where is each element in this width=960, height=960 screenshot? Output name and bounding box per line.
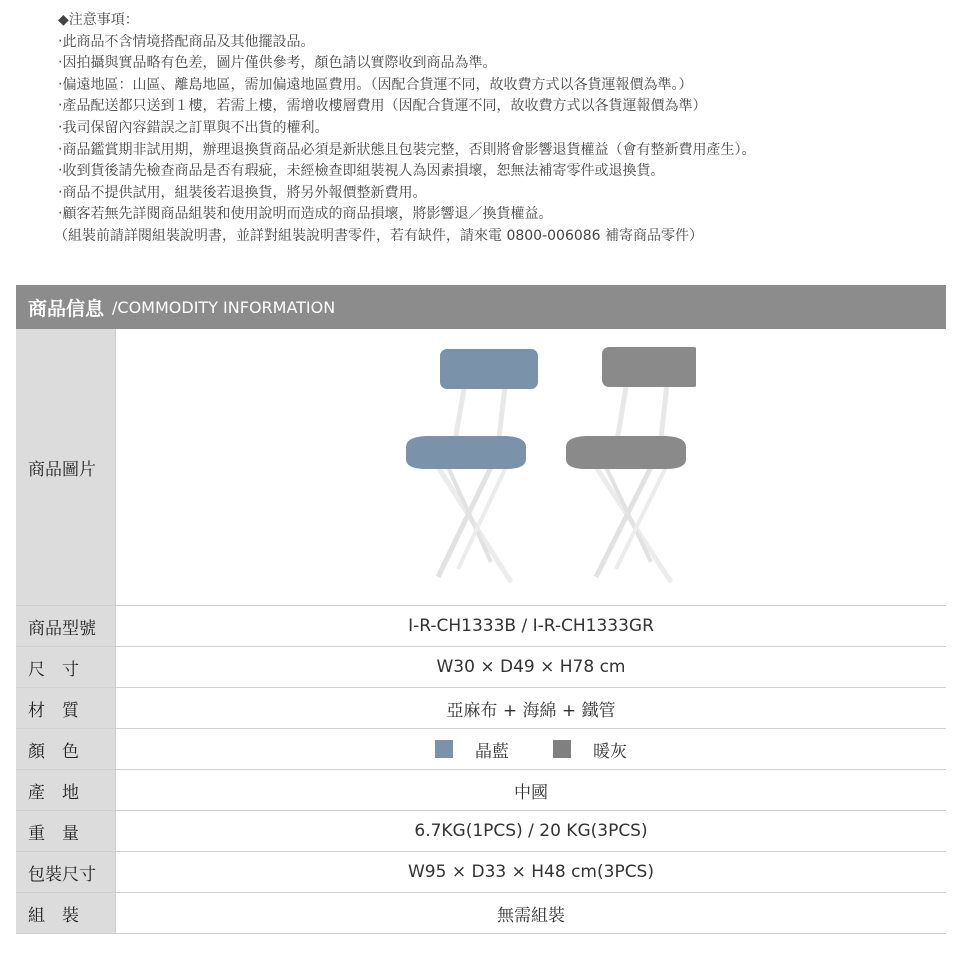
row-label: 材 質 (16, 688, 116, 728)
row-value: I-R-CH1333B / I-R-CH1333GR (116, 606, 946, 646)
color-name: 晶藍 (475, 741, 509, 762)
notes-title: ◆注意事項： (58, 12, 139, 28)
row-model (16, 606, 946, 647)
row-label: 產 地 (16, 770, 116, 810)
row-size (16, 647, 946, 688)
note-item: ‧因拍攝與實品略有色差，圖片僅供參考，顏色請以實際收到商品為準。 (58, 55, 497, 72)
row-assembly (16, 893, 946, 934)
notes-section (54, 10, 756, 248)
note-item: ‧收到貨後請先檢查商品是否有瑕疵，未經檢查即組裝視人為因素損壞，恕無法補寄零件或退換貨。 (58, 163, 665, 180)
chairs-illustration (366, 337, 696, 597)
row-color (16, 729, 946, 770)
note-item: ‧產品配送都只送到１樓，若需上樓，需增收樓層費用（因配合貨運不同，故收費方式以各貨運報價為準） (58, 98, 707, 115)
color-swatch (553, 740, 571, 758)
row-value: 中國 (116, 770, 946, 810)
color-swatch (435, 740, 453, 758)
note-item: ‧顧客若無先詳閱商品組裝和使用說明而造成的商品損壞，將影響退／換貨權益。 (58, 206, 553, 223)
grey-chair (566, 347, 696, 582)
blue-chair (406, 349, 538, 582)
notes-footer: （組裝前請詳閱組裝說明書，並詳對組裝說明書零件，若有缺件，請來電 0800-006086 補寄商品零件） (54, 227, 704, 244)
row-label: 顏 色 (16, 729, 116, 769)
row-value: 亞麻布 + 海綿 + 鐵管 (116, 688, 946, 728)
row-value: 6.7KG(1PCS) / 20 KG(3PCS) (116, 811, 946, 851)
row-material (16, 688, 946, 729)
note-item: ‧商品鑑賞期非試用期，辦理退換貨商品必須是新狀態且包裝完整，否則將會影響退貨權益（會有整新費用產生）。 (58, 141, 756, 158)
row-value: W95 × D33 × H48 cm(3PCS) (116, 852, 946, 892)
row-label: 尺 寸 (16, 647, 116, 687)
row-weight (16, 811, 946, 852)
note-item: ‧偏遠地區：山區、離島地區，需加偏遠地區費用。（因配合貨運不同，故收費方式以各貨運報價為準。） (58, 76, 693, 93)
row-product-image (16, 329, 946, 606)
row-label: 商品圖片 (16, 329, 116, 605)
row-label: 商品型號 (16, 606, 116, 646)
note-item: ‧我司保留內容錯誤之訂單與不出貨的權利。 (58, 119, 329, 136)
row-label: 重 量 (16, 811, 116, 851)
row-value: W30 × D49 × H78 cm (116, 647, 946, 687)
row-package-size (16, 852, 946, 893)
note-item: ‧商品不提供試用，組裝後若退換貨，將另外報價整新費用。 (58, 184, 427, 201)
info-header-title: 商品信息 (28, 297, 105, 320)
color-option-blue (435, 737, 509, 762)
info-header (16, 285, 946, 329)
row-value: 無需組裝 (116, 893, 946, 933)
info-header-subtitle: /COMMODITY INFORMATION (112, 297, 336, 317)
color-option-grey (553, 737, 627, 762)
note-item: ‧此商品不含情境搭配商品及其他擺設品。 (58, 33, 315, 50)
color-options (116, 729, 946, 769)
row-label: 包裝尺寸 (16, 852, 116, 892)
row-label: 組 裝 (16, 893, 116, 933)
color-name: 暖灰 (593, 741, 627, 762)
commodity-info-table (16, 285, 946, 934)
row-origin (16, 770, 946, 811)
product-image (116, 329, 946, 605)
